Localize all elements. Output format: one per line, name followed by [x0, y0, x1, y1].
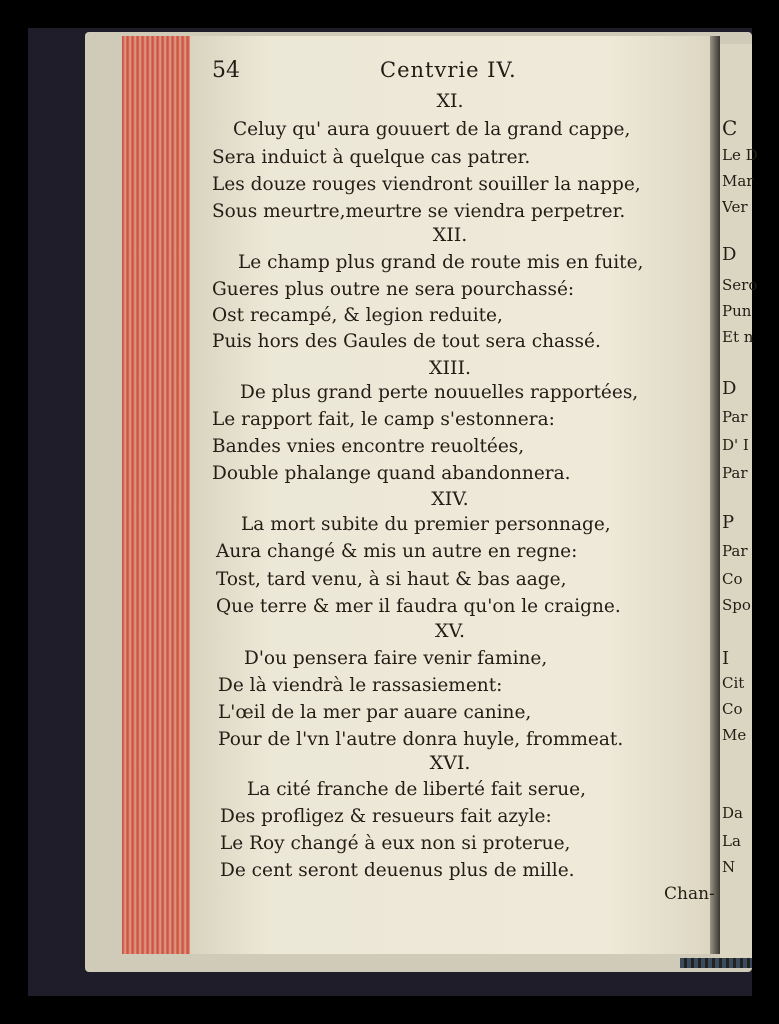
- verse-line: De cent seront deuenus plus de mille.: [220, 860, 575, 881]
- facing-page: [720, 44, 758, 964]
- verse-line: Tost, tard venu, à si haut & bas aage,: [216, 569, 567, 590]
- quatrain-number: XII.: [432, 224, 468, 246]
- verse-line: Double phalange quand abandonnera.: [212, 463, 571, 484]
- verse-line: Aura changé & mis un autre en regne:: [216, 541, 578, 562]
- verse-line: Celuy qu' aura gouuert de la grand cappe,: [233, 119, 631, 140]
- quatrain-number: XVI.: [429, 752, 471, 774]
- verse-line: Le rapport fait, le camp s'estonnera:: [212, 409, 555, 430]
- quatrain-number: XIV.: [431, 488, 469, 510]
- facing-fragment: Spo: [722, 596, 751, 614]
- verse-line: Les douze rouges viendront souiller la nappe,: [212, 174, 641, 195]
- catchword: Chan-: [664, 884, 715, 904]
- verse-line: Le champ plus grand de route mis en fuite,: [238, 252, 644, 273]
- quatrain-number: XV.: [435, 620, 465, 642]
- facing-fragment: Da: [722, 804, 743, 822]
- facing-fragment: Cit: [722, 674, 745, 692]
- page-number: 54: [212, 58, 240, 83]
- gutter: [710, 36, 720, 954]
- verse-line: Ost recampé, & legion reduite,: [212, 305, 503, 326]
- verse-line: De plus grand perte nouuelles rapportées,: [240, 382, 639, 403]
- verse-line: La mort subite du premier personnage,: [241, 514, 611, 535]
- verse-line: Puis hors des Gaules de tout sera chassé.: [212, 331, 601, 352]
- facing-fragment: N: [722, 858, 736, 876]
- verse-line: D'ou pensera faire venir famine,: [244, 648, 548, 669]
- facing-fragment: D: [722, 244, 737, 265]
- facing-fragment: C: [722, 116, 738, 140]
- facing-fragment: Co: [722, 570, 743, 588]
- quatrain-number: XIII.: [428, 357, 472, 379]
- verse-line: Sous meurtre,meurtre se viendra perpetrer.: [212, 201, 626, 222]
- verse-line: L'œil de la mer par auare canine,: [218, 702, 532, 723]
- facing-fragment: Co: [722, 700, 743, 718]
- verse-line: Sera induict à quelque cas patrer.: [212, 147, 531, 168]
- verse-line: Bandes vnies encontre reuoltées,: [212, 436, 525, 457]
- facing-fragment: D: [722, 378, 737, 399]
- facing-fragment: Par: [722, 408, 748, 426]
- verse-line: Que terre & mer il faudra qu'on le craigne.: [216, 596, 621, 617]
- quatrain-number: XI.: [436, 90, 464, 112]
- verse-line: Le Roy changé à eux non si proterue,: [220, 833, 571, 854]
- facing-fragment: Par: [722, 464, 748, 482]
- facing-fragment: Ver: [722, 198, 748, 216]
- facing-fragment: Sero: [722, 276, 758, 294]
- facing-fragment: Et n: [722, 328, 754, 346]
- facing-fragment: Pun: [722, 302, 752, 320]
- facing-fragment: La: [722, 832, 741, 850]
- binding-strip: [680, 958, 752, 968]
- facing-fragment: D' I: [722, 436, 749, 454]
- verse-line: Pour de l'vn l'autre donra huyle, frommeat.: [218, 729, 624, 750]
- facing-fragment: Par: [722, 542, 748, 560]
- verse-line: Des profligez & resueurs fait azyle:: [220, 806, 552, 827]
- facing-fragment: P: [722, 512, 735, 533]
- facing-fragment: I: [722, 648, 730, 669]
- page-edges-red: [122, 36, 194, 954]
- verse-line: La cité franche de liberté fait serue,: [247, 779, 587, 800]
- verse-line: Gueres plus outre ne sera pourchassé:: [212, 279, 575, 300]
- running-head: Centvrie IV.: [380, 58, 517, 82]
- facing-fragment: Mar: [722, 172, 754, 190]
- facing-fragment: Le D: [722, 146, 758, 164]
- facing-fragment: Me: [722, 726, 747, 744]
- verse-line: De là viendrà le rassasiement:: [218, 675, 503, 696]
